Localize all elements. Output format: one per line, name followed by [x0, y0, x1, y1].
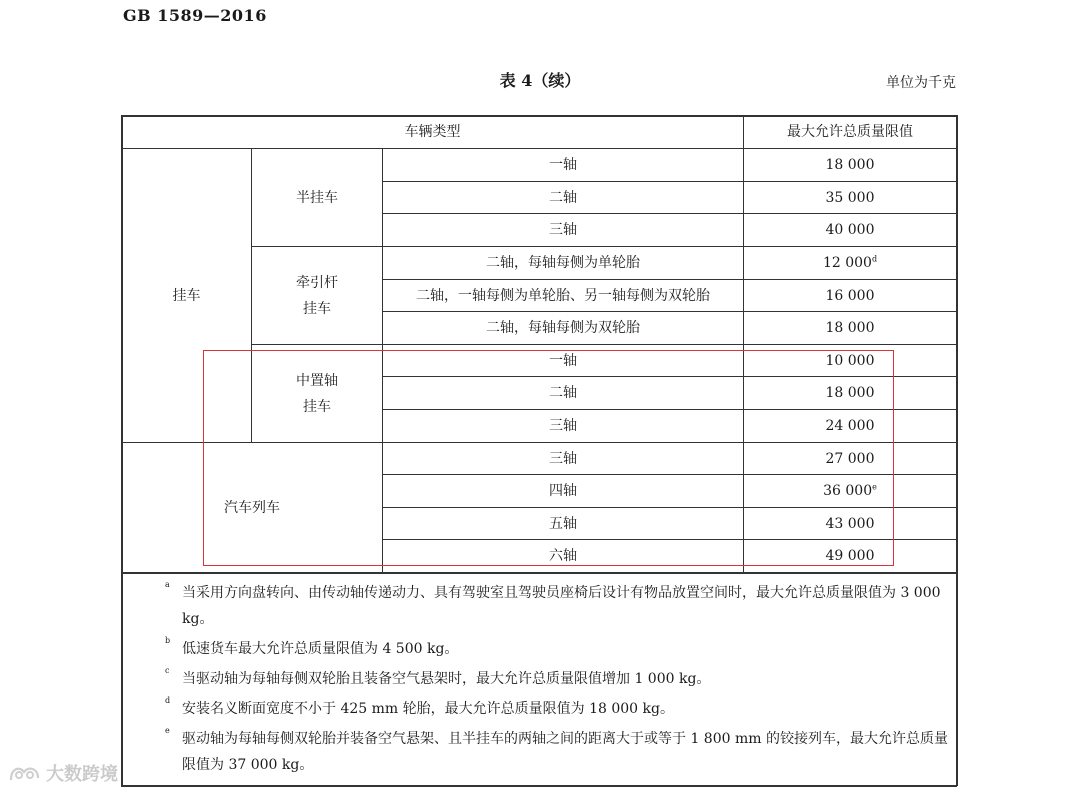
footnote: c 当驱动轴为每轴每侧双轮胎且装备空气悬架时，最大允许总质量限值增加 1 000 kg。 [165, 666, 711, 687]
limit-cell: 12 000$^d$ [822, 254, 878, 271]
axle-cell: 一轴 [549, 352, 577, 369]
footnote: b 低速货车最大允许总质量限值为 4 500 kg。 [165, 636, 459, 657]
axle-cell: 二轴，一轴每侧为单轮胎、另一轴每侧为双轮胎 [416, 287, 710, 304]
limit-cell: 27 000 [825, 450, 875, 467]
axle-cell: 一轴 [549, 157, 577, 173]
axle-cell: 二轴，每轴每侧为双轮胎 [486, 320, 640, 336]
footnote-mark: e [872, 482, 877, 492]
axle-cell: 四轴 [549, 483, 577, 499]
limit-cell: 16 000 [825, 287, 875, 304]
axle-cell: 二轴，每轴每侧为单轮胎 [486, 255, 640, 271]
watermark: 大数跨境 [8, 760, 118, 786]
limit-cell: 18 000 [825, 157, 875, 173]
limit-cell: 35 000 [825, 189, 875, 206]
limit-cell: 43 000 [825, 515, 875, 532]
subgroup-center-axle-trailer: 中置轴 挂车 [296, 372, 338, 415]
footnote: e 驱动轴为每轴每侧双轮胎并装备空气悬架、且半挂车的两轴之间的距离大于或等于 1 800 mm 的铰接列车，最大允许总质量限值为 37 000 kg。 [165, 726, 948, 773]
axle-cell: 三轴 [549, 222, 577, 238]
table-caption: 表 4（续） [499, 71, 581, 90]
subgroup-semi-trailer: 半挂车 [296, 189, 338, 206]
axle-cell: 二轴 [549, 189, 577, 206]
axle-cell: 三轴 [549, 450, 577, 467]
footnote: d 安装名义断面宽度不小于 425 mm 轮胎，最大允许总质量限值为 18 000 kg。 [165, 696, 674, 717]
group-trailer: 挂车 [172, 287, 201, 304]
limit-cell: 49 000 [825, 548, 875, 564]
standard-number: GB 1589—2016 [123, 6, 267, 25]
unit-label: 单位为千克 [886, 75, 956, 91]
limit-cell: 24 000 [825, 418, 875, 434]
footnote-mark: d [871, 254, 878, 264]
limit-cell: 18 000 [825, 320, 875, 336]
header-max-mass: 最大允许总质量限值 [787, 124, 913, 140]
axle-cell: 六轴 [549, 548, 577, 564]
subgroup-drawbar-trailer: 牵引杆 挂车 [296, 274, 338, 317]
limit-cell: 36 000e [823, 482, 877, 499]
watermark-logo-icon [8, 762, 42, 784]
table-footnotes [157, 580, 957, 782]
limit-cell: 40 000 [825, 222, 875, 238]
axle-cell: 三轴 [549, 418, 577, 434]
axle-cell: 二轴 [549, 385, 577, 401]
axle-cell: 五轴 [549, 515, 577, 532]
header-vehicle-type: 车辆类型 [404, 124, 461, 140]
limit-cell: 18 000 [825, 385, 875, 401]
footnote: a 当采用方向盘转向、由传动轴传递动力、具有驾驶室且驾驶员座椅后设计有物品放置空间时，最大允许总质量限值为 3 000 kg。 [165, 580, 941, 627]
limit-cell: 10 000 [825, 352, 875, 369]
group-combination: 汽车列车 [224, 499, 280, 516]
highlight-box [203, 350, 894, 566]
